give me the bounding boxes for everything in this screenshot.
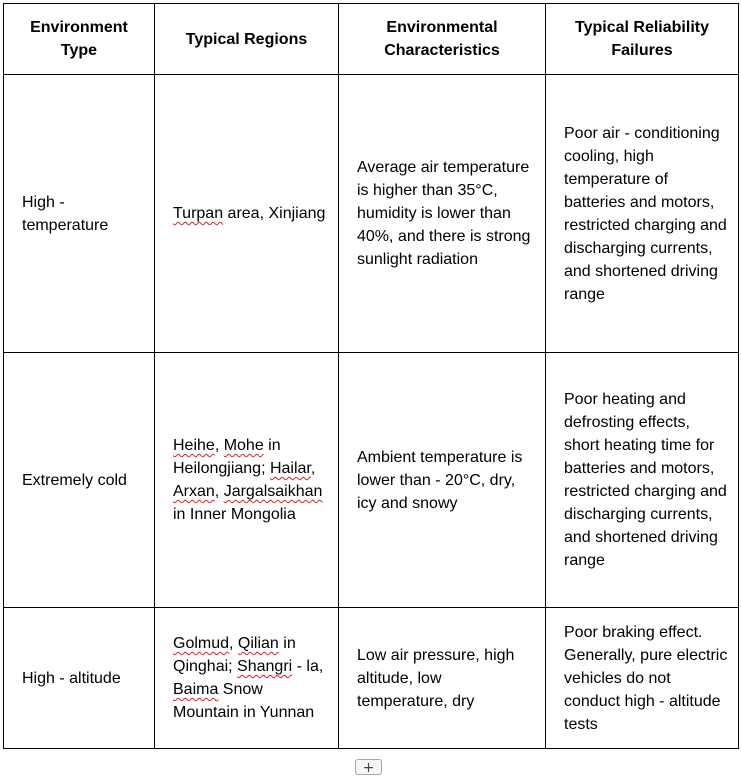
cell-typical-regions — [155, 353, 339, 608]
cell-reliability-failures: Poor braking effect. Generally, pure electric vehicles do not conduct high - altitude tests — [546, 608, 739, 749]
region-name: Baima — [173, 681, 219, 698]
region-text: area, Xinjiang — [223, 205, 326, 222]
region-name: Jargalsaikhan — [223, 483, 323, 500]
header-typical-reliability-failures: Typical Reliability Failures — [546, 4, 739, 75]
region-text: , — [310, 460, 316, 477]
header-environmental-characteristics: Environmental Characteristics — [339, 4, 546, 75]
table-row — [4, 608, 739, 749]
cell-reliability-failures: Poor heating and defrosting effects, short heating time for batteries and motors, restricted charging and discharging currents, and shortened driving range — [546, 353, 739, 608]
cell-environmental-characteristics: Average air temperature is higher than 35°C, humidity is lower than 40%, and there is strong sunlight radiation — [339, 75, 546, 353]
table-row — [4, 75, 739, 353]
region-name: Shangri — [237, 658, 293, 675]
region-text: in Qinghai; — [173, 635, 296, 675]
environment-table — [3, 3, 739, 749]
cell-typical-regions — [155, 608, 339, 749]
region-name: Mohe — [223, 437, 264, 454]
region-name: Turpan — [173, 205, 224, 222]
cell-typical-regions — [155, 75, 339, 353]
header-environment-type: Environment Type — [4, 4, 155, 75]
add-row-button[interactable]: + — [355, 759, 382, 775]
cell-reliability-failures: Poor air - conditioning cooling, high temperature of batteries and motors, restricted charging and discharging currents, and shortened driving range — [546, 75, 739, 353]
region-text: in Inner Mongolia — [173, 506, 296, 523]
cell-environment-type: Extremely cold — [4, 353, 155, 608]
header-typical-regions: Typical Regions — [155, 4, 339, 75]
cell-environment-type: High - altitude — [4, 608, 155, 749]
region-text: - la, — [292, 658, 324, 675]
region-text: , — [214, 437, 224, 454]
region-text: , — [214, 483, 224, 500]
cell-environmental-characteristics: Low air pressure, high altitude, low temperature, dry — [339, 608, 546, 749]
cell-environment-type: High - temperature — [4, 75, 155, 353]
region-text: in Heilongjiang; — [173, 437, 281, 477]
region-name: Arxan — [173, 483, 215, 500]
region-text: Snow Mountain in Yunnan — [173, 681, 315, 721]
region-name: Qilian — [237, 635, 279, 652]
region-name: Heihe — [173, 437, 215, 454]
region-name: Golmud — [173, 635, 230, 652]
region-name: Hailar — [269, 460, 311, 477]
table-row — [4, 353, 739, 608]
header-row — [4, 4, 739, 75]
region-text: , — [229, 635, 238, 652]
cell-environmental-characteristics: Ambient temperature is lower than - 20°C, dry, icy and snowy — [339, 353, 546, 608]
